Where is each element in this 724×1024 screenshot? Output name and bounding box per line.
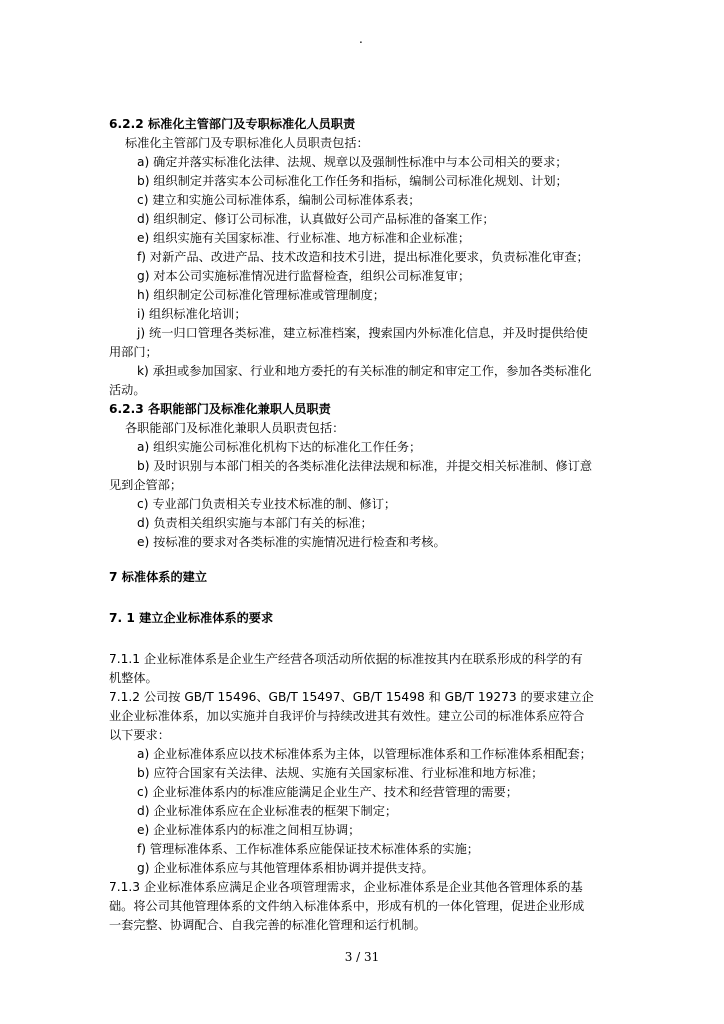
list-item: b) 应符合国家有关法律、法规、实施有关国家标准、行业标准和地方标准； xyxy=(137,766,544,780)
list-item: a) 确定并落实标准化法律、法规、规章以及强制性标准中与本公司相关的要求； xyxy=(137,155,568,169)
list-item: c) 专业部门负责相关专业技术标准的制、修订； xyxy=(137,497,397,511)
section-6-2-3-title: 6.2.3 各职能部门及标准化兼职人员职责 xyxy=(109,402,331,416)
list-item: f) 管理标准体系、工作标准体系应能保证技术标准体系的实施； xyxy=(137,842,479,856)
list-item: g) 企业标准体系应与其他管理体系相协调并提供支持。 xyxy=(137,861,434,875)
list-item-continuation: 活动。 xyxy=(109,383,146,397)
list-item: a) 组织实施公司标准化机构下达的标准化工作任务； xyxy=(137,440,422,454)
paragraph-line: 一套完整、协调配合、自我完善的标准化管理和运行机制。 xyxy=(109,918,426,932)
list-item: e) 按标准的要求对各类标准的实施情况进行检查和考核。 xyxy=(137,535,446,549)
paragraph-line: 7.1.3 企业标准体系应满足企业各项管理需求，企业标准体系是企业其他各管理体系的基 xyxy=(109,880,583,894)
paragraph-7-1-1 xyxy=(109,650,618,688)
list-item: g) 对本公司实施标准情况进行监督检查，组织公司标准复审； xyxy=(137,269,471,283)
list-item: a) 企业标准体系应以技术标准体系为主体，以管理标准体系和工作标准体系相配套； xyxy=(137,747,592,761)
list-item: e) 企业标准体系内的标准之间相互协调； xyxy=(137,823,361,837)
document-body xyxy=(109,115,618,935)
section-6-2-3-list xyxy=(109,438,618,552)
list-item: h) 组织制定公司标准化管理标准或管理制度； xyxy=(137,288,385,302)
section-6-2-2-list xyxy=(109,153,618,400)
section-6-2-2-title: 6.2.2 标准化主管部门及专职标准化人员职责 xyxy=(109,117,356,131)
list-item: i) 组织标准化培训； xyxy=(137,307,247,321)
section-7-1-title: 7. 1 建立企业标准体系的要求 xyxy=(109,611,274,625)
header-mark: . xyxy=(359,32,363,46)
list-item: f) 对新产品、改进产品、技术改造和技术引进，提出标准化要求，负责标准化审查； xyxy=(137,250,589,264)
paragraph-7-1-2 xyxy=(109,688,618,745)
list-item: b) 组织制定并落实本公司标准化工作任务和指标，编制公司标准化规划、计划； xyxy=(137,174,568,188)
paragraph-line: 础。将公司其他管理体系的文件纳入标准体系中，形成有机的一体化管理，促进企业形成 xyxy=(109,899,585,913)
section-6-2-2-intro: 标准化主管部门及专职标准化人员职责包括： xyxy=(125,136,369,150)
list-item: c) 建立和实施公司标准体系，编制公司标准体系表； xyxy=(137,193,421,207)
paragraph-line: 7.1.1 企业标准体系是企业生产经营各项活动所依据的标准按其内在联系形成的科学的有 xyxy=(109,652,583,666)
list-item: d) 企业标准体系应在企业标准表的框架下制定； xyxy=(137,804,398,818)
list-item: b) 及时识别与本部门相关的各类标准化法律法规和标准，并提交相关标准制、修订意 xyxy=(137,459,593,473)
paragraph-line: 业企业标准体系，加以实施并自我评价与持续改进其有效性。建立公司的标准体系应符合 xyxy=(109,709,585,723)
page-number: 3 / 31 xyxy=(344,950,380,964)
paragraph-line: 机整体。 xyxy=(109,671,158,685)
paragraph-line: 以下要求： xyxy=(109,728,170,742)
list-item: j) 统一归口管理各类标准，建立标准档案，搜索国内外标准化信息，并及时提供给使 xyxy=(137,326,588,340)
section-7-title: 7 标准体系的建立 xyxy=(109,570,208,584)
list-item: c) 企业标准体系内的标准应能满足企业生产、技术和经营管理的需要； xyxy=(137,785,518,799)
list-item-continuation: 见到企管部； xyxy=(109,478,183,492)
list-item: d) 组织制定、修订公司标准，认真做好公司产品标准的备案工作； xyxy=(137,212,495,226)
paragraph-7-1-3 xyxy=(109,878,618,935)
paragraph-line: 7.1.2 公司按 GB/T 15496、GB/T 15497、GB/T 15498 和 GB/T 19273 的要求建立企 xyxy=(109,690,594,704)
list-item: d) 负责相关组织实施与本部门有关的标准； xyxy=(137,516,373,530)
list-item: e) 组织实施有关国家标准、行业标准、地方标准和企业标准； xyxy=(137,231,471,245)
section-7-1-2-list xyxy=(109,745,618,878)
section-6-2-3-intro: 各职能部门及标准化兼职人员职责包括： xyxy=(125,421,345,435)
list-item-continuation: 用部门； xyxy=(109,345,158,359)
list-item: k) 承担或参加国家、行业和地方委托的有关标准的制定和审定工作，参加各类标准化 xyxy=(137,364,592,378)
